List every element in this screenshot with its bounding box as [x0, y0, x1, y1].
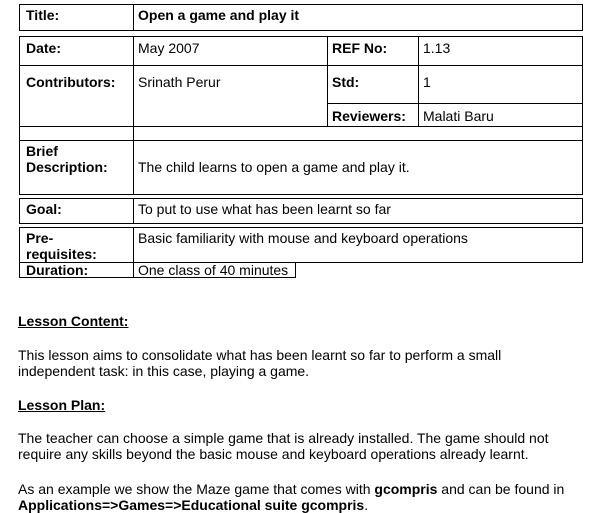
- lesson-content-line1: This lesson aims to consolidate what has been learnt so far to perform a small: [18, 347, 502, 363]
- goal-value: To put to use what has been learnt so far: [138, 201, 391, 217]
- brief-value: The child learns to open a game and play it.: [138, 159, 410, 175]
- duration-label: Duration:: [26, 262, 89, 278]
- std-label: Std:: [332, 74, 360, 90]
- brief-label-line2: Description:: [26, 159, 108, 175]
- ref-value: 1.13: [423, 40, 451, 56]
- std-value: 1: [423, 74, 431, 90]
- prereq-label-line2: requisites:: [26, 246, 97, 262]
- para2-line1-suffix: and can be found in: [437, 481, 565, 497]
- title-label: Title:: [26, 7, 60, 23]
- lesson-plan-para1-line2: require any skills beyond the basic mouse and keyboard operations already learnt.: [18, 446, 529, 462]
- menu-path: Applications=>Games=>Educational suite gcompris: [18, 497, 365, 513]
- ref-label: REF No:: [332, 40, 388, 56]
- contributors-label: Contributors:: [26, 74, 116, 90]
- prereq-value: Basic familiarity with mouse and keyboard operations: [138, 230, 468, 246]
- gcompris-term: gcompris: [374, 481, 438, 497]
- lesson-plan-para2-line1: [18, 481, 598, 497]
- para2-line1-prefix: As an example we show the Maze game that comes with: [18, 481, 375, 497]
- duration-value: One class of 40 minutes: [138, 262, 289, 278]
- reviewers-value: Malati Baru: [423, 108, 494, 124]
- title-value: Open a game and play it: [138, 7, 300, 23]
- para2-line2-suffix: .: [364, 497, 369, 513]
- lesson-plan-heading: Lesson Plan:: [18, 397, 106, 413]
- lesson-plan-para2-line2: [18, 497, 598, 513]
- date-value: May 2007: [138, 40, 200, 56]
- empty-value-cell: [133, 126, 583, 141]
- date-label: Date:: [26, 40, 62, 56]
- lesson-plan-para1-line1: The teacher can choose a simple game that is already installed. The game should not: [18, 430, 549, 446]
- std-value-cell: [418, 65, 583, 104]
- lesson-content-line2: independent task: in this case, playing a game.: [18, 363, 310, 379]
- goal-label: Goal:: [26, 201, 62, 217]
- empty-label-cell: [19, 126, 134, 141]
- contributors-value: Srinath Perur: [138, 74, 221, 90]
- prereq-label-line1: Pre-: [26, 230, 54, 246]
- lesson-content-heading: Lesson Content:: [18, 313, 129, 329]
- brief-label-line1: Brief: [26, 143, 58, 159]
- reviewers-label: Reviewers:: [332, 108, 406, 124]
